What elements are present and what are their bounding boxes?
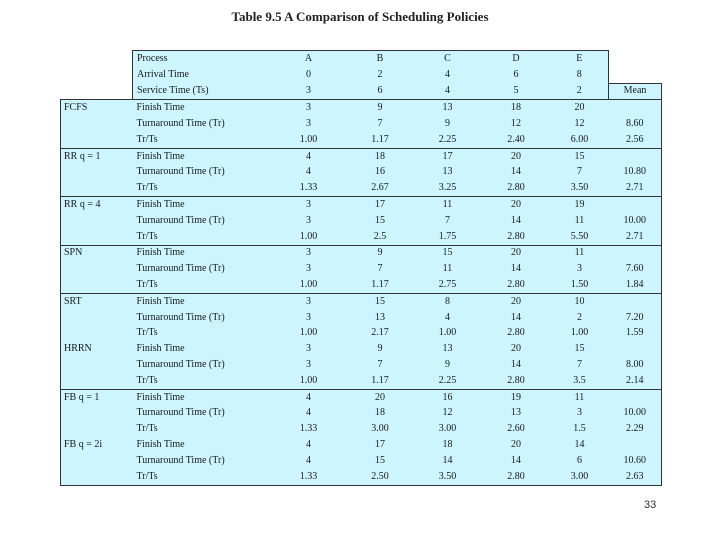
value-cell: 13 bbox=[414, 165, 482, 181]
mean-cell: 2.63 bbox=[609, 469, 662, 485]
value-cell: 7 bbox=[551, 165, 609, 181]
process-row bbox=[61, 51, 662, 67]
policy-cell bbox=[61, 116, 133, 132]
value-cell: 19 bbox=[551, 197, 609, 213]
value-cell: 14 bbox=[482, 310, 551, 326]
policy-cell bbox=[61, 229, 133, 245]
value-cell: 1.33 bbox=[271, 469, 347, 485]
value-cell: 7 bbox=[347, 357, 414, 373]
mean-cell bbox=[609, 245, 662, 261]
table-row bbox=[61, 261, 662, 277]
value-cell: 3 bbox=[271, 293, 347, 309]
value-cell: D bbox=[482, 51, 551, 67]
value-cell: 5.50 bbox=[551, 229, 609, 245]
value-cell: 3.00 bbox=[347, 421, 414, 437]
value-cell: 9 bbox=[414, 116, 482, 132]
value-cell: 7 bbox=[551, 357, 609, 373]
metric-label: Turnaround Time (Tr) bbox=[133, 357, 271, 373]
policy-name: SRT bbox=[61, 293, 133, 309]
value-cell: 14 bbox=[551, 437, 609, 453]
table-row bbox=[61, 100, 662, 116]
value-cell: 20 bbox=[482, 293, 551, 309]
table-row bbox=[61, 326, 662, 342]
value-cell: 4 bbox=[271, 165, 347, 181]
value-cell: 9 bbox=[347, 341, 414, 357]
row-label: Process bbox=[133, 51, 271, 67]
value-cell: C bbox=[414, 51, 482, 67]
table-row bbox=[61, 437, 662, 453]
policy-name: SPN bbox=[61, 245, 133, 261]
policy-cell bbox=[61, 277, 133, 293]
value-cell: 20 bbox=[347, 389, 414, 405]
value-cell: 2.17 bbox=[347, 326, 414, 342]
value-cell: 4 bbox=[271, 148, 347, 164]
value-cell: 18 bbox=[347, 148, 414, 164]
metric-label: Finish Time bbox=[133, 148, 271, 164]
blank-cell bbox=[609, 67, 662, 83]
mean-cell: 8.60 bbox=[609, 116, 662, 132]
value-cell: 0 bbox=[271, 67, 347, 83]
policy-cell bbox=[61, 357, 133, 373]
mean-cell: 10.00 bbox=[609, 406, 662, 422]
value-cell: 2.80 bbox=[482, 180, 551, 196]
value-cell: 12 bbox=[482, 116, 551, 132]
value-cell: 6 bbox=[347, 83, 414, 100]
value-cell: 7 bbox=[347, 116, 414, 132]
value-cell: 9 bbox=[347, 245, 414, 261]
blank-cell bbox=[61, 67, 133, 83]
value-cell: 13 bbox=[347, 310, 414, 326]
table-row bbox=[61, 357, 662, 373]
mean-cell: 2.14 bbox=[609, 373, 662, 389]
value-cell: 16 bbox=[347, 165, 414, 181]
value-cell: 15 bbox=[551, 148, 609, 164]
policy-cell bbox=[61, 469, 133, 485]
value-cell: 2.80 bbox=[482, 373, 551, 389]
value-cell: 10 bbox=[551, 293, 609, 309]
policy-cell bbox=[61, 453, 133, 469]
value-cell: 3.00 bbox=[414, 421, 482, 437]
policy-cell bbox=[61, 310, 133, 326]
value-cell: 4 bbox=[414, 83, 482, 100]
value-cell: 14 bbox=[482, 165, 551, 181]
policy-cell bbox=[61, 373, 133, 389]
table-row bbox=[61, 165, 662, 181]
policy-cell bbox=[61, 406, 133, 422]
policy-cell bbox=[61, 213, 133, 229]
value-cell: 3 bbox=[271, 100, 347, 116]
value-cell: 3 bbox=[271, 245, 347, 261]
mean-cell bbox=[609, 437, 662, 453]
mean-cell: 2.71 bbox=[609, 180, 662, 196]
value-cell: 3 bbox=[271, 83, 347, 100]
value-cell: 3.25 bbox=[414, 180, 482, 196]
table-row bbox=[61, 213, 662, 229]
metric-label: Finish Time bbox=[133, 389, 271, 405]
value-cell: 2.40 bbox=[482, 132, 551, 148]
mean-cell: 1.59 bbox=[609, 326, 662, 342]
value-cell: 19 bbox=[482, 389, 551, 405]
value-cell: 1.00 bbox=[271, 373, 347, 389]
value-cell: 2.25 bbox=[414, 132, 482, 148]
metric-label: Turnaround Time (Tr) bbox=[133, 116, 271, 132]
metric-label: Turnaround Time (Tr) bbox=[133, 453, 271, 469]
value-cell: 13 bbox=[482, 406, 551, 422]
mean-cell: 1.84 bbox=[609, 277, 662, 293]
policy-cell bbox=[61, 165, 133, 181]
value-cell: 1.17 bbox=[347, 373, 414, 389]
table-row bbox=[61, 229, 662, 245]
mean-cell: 10.60 bbox=[609, 453, 662, 469]
value-cell: 17 bbox=[414, 148, 482, 164]
value-cell: 3 bbox=[551, 406, 609, 422]
value-cell: 14 bbox=[482, 213, 551, 229]
value-cell: 1.33 bbox=[271, 421, 347, 437]
value-cell: 4 bbox=[271, 437, 347, 453]
blank-cell bbox=[61, 83, 133, 100]
value-cell: 13 bbox=[414, 100, 482, 116]
value-cell: 1.00 bbox=[271, 132, 347, 148]
table-title: Table 9.5 A Comparison of Scheduling Policies bbox=[231, 9, 489, 24]
metric-label: Finish Time bbox=[133, 245, 271, 261]
value-cell: 14 bbox=[482, 357, 551, 373]
value-cell: 1.00 bbox=[271, 229, 347, 245]
value-cell: 3.5 bbox=[551, 373, 609, 389]
value-cell: 9 bbox=[347, 100, 414, 116]
value-cell: 3 bbox=[271, 341, 347, 357]
policy-name: RR q = 1 bbox=[61, 148, 133, 164]
value-cell: 14 bbox=[414, 453, 482, 469]
value-cell: 4 bbox=[271, 453, 347, 469]
service-row bbox=[61, 83, 662, 100]
table-row bbox=[61, 245, 662, 261]
mean-cell bbox=[609, 389, 662, 405]
policy-cell bbox=[61, 326, 133, 342]
value-cell: 2 bbox=[551, 310, 609, 326]
metric-label: Finish Time bbox=[133, 197, 271, 213]
mean-header: Mean bbox=[609, 83, 662, 100]
table-row bbox=[61, 116, 662, 132]
table-row bbox=[61, 469, 662, 485]
row-label: Arrival Time bbox=[133, 67, 271, 83]
metric-label: Turnaround Time (Tr) bbox=[133, 406, 271, 422]
value-cell: 1.00 bbox=[271, 326, 347, 342]
value-cell: 6 bbox=[482, 67, 551, 83]
metric-label: Tr/Ts bbox=[133, 229, 271, 245]
value-cell: 4 bbox=[414, 67, 482, 83]
table-row bbox=[61, 148, 662, 164]
value-cell: 3 bbox=[271, 310, 347, 326]
value-cell: B bbox=[347, 51, 414, 67]
mean-cell: 10.00 bbox=[609, 213, 662, 229]
table-row bbox=[61, 197, 662, 213]
blank-cell bbox=[61, 51, 133, 67]
value-cell: 1.17 bbox=[347, 277, 414, 293]
table-row bbox=[61, 406, 662, 422]
mean-cell: 2.29 bbox=[609, 421, 662, 437]
policy-name: FB q = 1 bbox=[61, 389, 133, 405]
value-cell: 1.5 bbox=[551, 421, 609, 437]
metric-label: Tr/Ts bbox=[133, 180, 271, 196]
value-cell: 3.00 bbox=[551, 469, 609, 485]
comparison-table bbox=[60, 50, 662, 486]
value-cell: 20 bbox=[482, 245, 551, 261]
mean-cell: 2.71 bbox=[609, 229, 662, 245]
value-cell: 16 bbox=[414, 389, 482, 405]
value-cell: 1.00 bbox=[551, 326, 609, 342]
value-cell: 1.17 bbox=[347, 132, 414, 148]
value-cell: 3.50 bbox=[551, 180, 609, 196]
metric-label: Tr/Ts bbox=[133, 277, 271, 293]
value-cell: A bbox=[271, 51, 347, 67]
table-row bbox=[61, 453, 662, 469]
scheduling-comparison-table bbox=[60, 50, 661, 481]
mean-cell: 2.56 bbox=[609, 132, 662, 148]
value-cell: 8 bbox=[414, 293, 482, 309]
value-cell: 2 bbox=[551, 83, 609, 100]
value-cell: 3 bbox=[551, 261, 609, 277]
value-cell: 15 bbox=[347, 213, 414, 229]
value-cell: 15 bbox=[347, 453, 414, 469]
value-cell: 7 bbox=[414, 213, 482, 229]
value-cell: 3 bbox=[271, 357, 347, 373]
value-cell: 2.80 bbox=[482, 469, 551, 485]
value-cell: 6.00 bbox=[551, 132, 609, 148]
mean-cell: 8.00 bbox=[609, 357, 662, 373]
metric-label: Turnaround Time (Tr) bbox=[133, 261, 271, 277]
table-row bbox=[61, 293, 662, 309]
value-cell: 2 bbox=[347, 67, 414, 83]
table-row bbox=[61, 310, 662, 326]
value-cell: 15 bbox=[551, 341, 609, 357]
arrival-row bbox=[61, 67, 662, 83]
policy-name: RR q = 4 bbox=[61, 197, 133, 213]
metric-label: Tr/Ts bbox=[133, 421, 271, 437]
value-cell: 2.80 bbox=[482, 326, 551, 342]
metric-label: Finish Time bbox=[133, 341, 271, 357]
value-cell: E bbox=[551, 51, 609, 67]
value-cell: 3 bbox=[271, 197, 347, 213]
mean-cell: 10.80 bbox=[609, 165, 662, 181]
value-cell: 9 bbox=[414, 357, 482, 373]
value-cell: 2.67 bbox=[347, 180, 414, 196]
page-number: 33 bbox=[644, 499, 657, 511]
value-cell: 2.50 bbox=[347, 469, 414, 485]
value-cell: 12 bbox=[551, 116, 609, 132]
value-cell: 17 bbox=[347, 197, 414, 213]
value-cell: 3 bbox=[271, 116, 347, 132]
value-cell: 20 bbox=[482, 341, 551, 357]
value-cell: 11 bbox=[551, 389, 609, 405]
value-cell: 11 bbox=[414, 197, 482, 213]
value-cell: 20 bbox=[482, 437, 551, 453]
value-cell: 15 bbox=[414, 245, 482, 261]
value-cell: 1.75 bbox=[414, 229, 482, 245]
mean-cell: 7.20 bbox=[609, 310, 662, 326]
blank-cell bbox=[609, 51, 662, 67]
metric-label: Finish Time bbox=[133, 100, 271, 116]
policy-cell bbox=[61, 180, 133, 196]
mean-cell: 7.60 bbox=[609, 261, 662, 277]
value-cell: 3 bbox=[271, 213, 347, 229]
value-cell: 1.00 bbox=[271, 277, 347, 293]
table-row bbox=[61, 180, 662, 196]
mean-cell bbox=[609, 197, 662, 213]
mean-cell bbox=[609, 341, 662, 357]
policy-cell bbox=[61, 261, 133, 277]
metric-label: Finish Time bbox=[133, 437, 271, 453]
value-cell: 4 bbox=[414, 310, 482, 326]
value-cell: 2.80 bbox=[482, 277, 551, 293]
value-cell: 11 bbox=[551, 245, 609, 261]
metric-label: Finish Time bbox=[133, 293, 271, 309]
value-cell: 18 bbox=[347, 406, 414, 422]
mean-cell bbox=[609, 148, 662, 164]
value-cell: 4 bbox=[271, 389, 347, 405]
metric-label: Tr/Ts bbox=[133, 373, 271, 389]
value-cell: 11 bbox=[551, 213, 609, 229]
value-cell: 7 bbox=[347, 261, 414, 277]
value-cell: 18 bbox=[482, 100, 551, 116]
value-cell: 2.80 bbox=[482, 229, 551, 245]
value-cell: 20 bbox=[482, 197, 551, 213]
policy-cell bbox=[61, 132, 133, 148]
value-cell: 17 bbox=[347, 437, 414, 453]
value-cell: 20 bbox=[482, 148, 551, 164]
table-row bbox=[61, 132, 662, 148]
metric-label: Turnaround Time (Tr) bbox=[133, 213, 271, 229]
policy-cell bbox=[61, 421, 133, 437]
mean-cell bbox=[609, 100, 662, 116]
policy-name: FB q = 2i bbox=[61, 437, 133, 453]
value-cell: 18 bbox=[414, 437, 482, 453]
table-row bbox=[61, 341, 662, 357]
metric-label: Tr/Ts bbox=[133, 326, 271, 342]
value-cell: 6 bbox=[551, 453, 609, 469]
value-cell: 2.60 bbox=[482, 421, 551, 437]
value-cell: 3 bbox=[271, 261, 347, 277]
value-cell: 2.5 bbox=[347, 229, 414, 245]
metric-label: Turnaround Time (Tr) bbox=[133, 165, 271, 181]
value-cell: 1.00 bbox=[414, 326, 482, 342]
value-cell: 14 bbox=[482, 261, 551, 277]
value-cell: 20 bbox=[551, 100, 609, 116]
policy-name: HRRN bbox=[61, 341, 133, 357]
value-cell: 5 bbox=[482, 83, 551, 100]
value-cell: 2.25 bbox=[414, 373, 482, 389]
table-row bbox=[61, 277, 662, 293]
value-cell: 14 bbox=[482, 453, 551, 469]
table-row bbox=[61, 389, 662, 405]
value-cell: 12 bbox=[414, 406, 482, 422]
metric-label: Tr/Ts bbox=[133, 132, 271, 148]
value-cell: 15 bbox=[347, 293, 414, 309]
value-cell: 1.33 bbox=[271, 180, 347, 196]
value-cell: 2.75 bbox=[414, 277, 482, 293]
value-cell: 4 bbox=[271, 406, 347, 422]
row-label: Service Time (Ts) bbox=[133, 83, 271, 100]
metric-label: Tr/Ts bbox=[133, 469, 271, 485]
policy-name: FCFS bbox=[61, 100, 133, 116]
value-cell: 3.50 bbox=[414, 469, 482, 485]
value-cell: 8 bbox=[551, 67, 609, 83]
table-row bbox=[61, 421, 662, 437]
value-cell: 11 bbox=[414, 261, 482, 277]
value-cell: 13 bbox=[414, 341, 482, 357]
mean-cell bbox=[609, 293, 662, 309]
value-cell: 1.50 bbox=[551, 277, 609, 293]
metric-label: Turnaround Time (Tr) bbox=[133, 310, 271, 326]
table-row bbox=[61, 373, 662, 389]
